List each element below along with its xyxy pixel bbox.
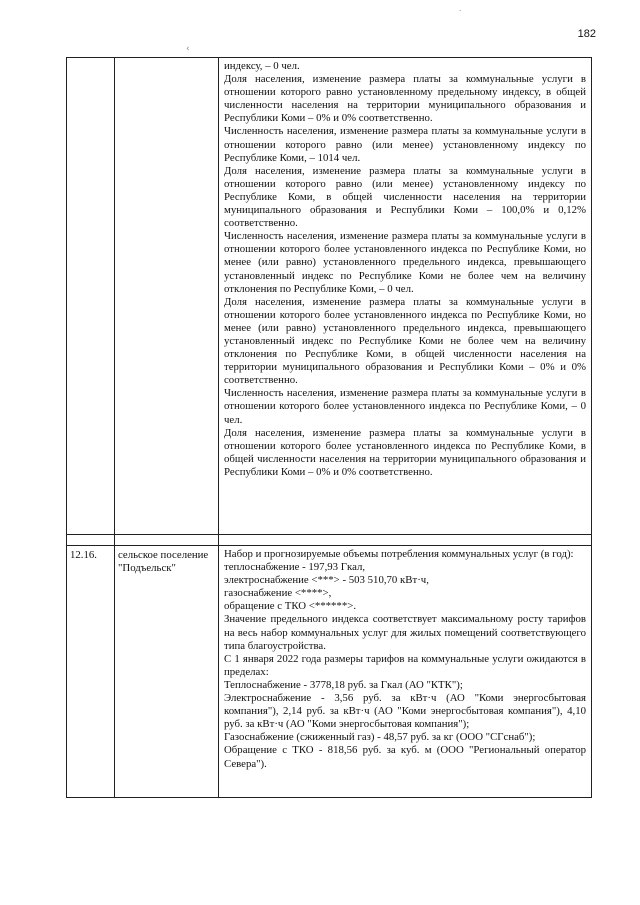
scan-artifact: ˙: [458, 10, 463, 20]
paragraph: Численность населения, изменение размера платы за коммунальные услуги в отношении которого более установленного индекса по Республике Коми, – 0 чел.: [224, 387, 586, 426]
paragraph: газоснабжение <****>,: [224, 587, 332, 600]
paragraph: Набор и прогнозируемые объемы потребления коммунальных услуг (в год):: [224, 548, 574, 560]
paragraph: индексу, – 0 чел.: [224, 60, 300, 72]
paragraph: Обращение с ТКО - 818,56 руб. за куб. м (ООО "Региональный оператор Севера").: [224, 744, 586, 770]
table-spacer-row: [67, 535, 592, 546]
paragraph: Численность населения, изменение размера платы за коммунальные услуги в отношении которого более установленного индекса по Республике Коми, но менее (или равно) установленного предельного индекса, превышающего установленный индекс по Республике Коми не более чем на величину отклонения по Республике Коми, – 0 чел.: [224, 230, 586, 295]
row-number-cell: [67, 58, 115, 535]
table-row-12-16: [67, 546, 592, 798]
paragraph: электроснабжение <***> - 503 510,70 кВт·ч,: [224, 574, 429, 587]
spacer-cell: [67, 535, 115, 546]
paragraph: Доля населения, изменение размера платы за коммунальные услуги в отношении которого равно (или менее) установленному индексу по Республике Коми, в общей численности населения на территории муниципального образования и Республики Коми – 100,0% и 0,12% соответственно.: [224, 164, 586, 230]
paragraph: Численность населения, изменение размера платы за коммунальные услуги в отношении которого равно (или менее) установленному индексу по Республике Коми, – 1014 чел.: [224, 125, 586, 164]
paragraph: Доля населения, изменение размера платы за коммунальные услуги в отношении которого более установленного индекса по Республике Коми, в общей численности населения на территории муниципального образования и Республики Коми – 0% и 0% соответственно.: [224, 426, 586, 478]
paragraph: обращение с ТКО <******>.: [224, 600, 357, 613]
spacer-cell: [219, 535, 592, 546]
description-cell: [219, 546, 592, 798]
spacer-cell: [115, 535, 219, 546]
row-number-cell: 12.16.: [67, 546, 115, 798]
description-cell: [219, 58, 592, 535]
scan-artifact: ‹: [186, 44, 190, 54]
municipality-cell: сельское поселение "Подъельск": [115, 546, 219, 798]
paragraph: С 1 января 2022 года размеры тарифов на коммунальные услуги ожидаются в пределах:: [224, 652, 586, 678]
table-row-continued: [67, 58, 592, 535]
paragraph: Теплоснабжение - 3778,18 руб. за Гкал (АО "КТК");: [224, 678, 463, 691]
municipality-cell: [115, 58, 219, 535]
paragraph: Доля населения, изменение размера платы за коммунальные услуги в отношении которого более установленного индекса по Республике Коми, но менее (или равно) установленного предельного индекса, превышающего установленный индекс по Республике Коми не более чем на величину отклонения по Республике Коми, в общей численности населения на территории муниципального образования и Республики Коми – 0% и 0% соответственно.: [224, 295, 586, 387]
paragraph: теплоснабжение - 197,93 Гкал,: [224, 561, 366, 574]
paragraph: Значение предельного индекса соответствует максимальному росту тарифов на весь набор коммунальных услуг для жилых помещений соответствующего типа благоустройства.: [224, 613, 586, 652]
paragraph: Газоснабжение (сжиженный газ) - 48,57 руб. за кг (ООО "СГснаб");: [224, 731, 536, 744]
paragraph: Доля населения, изменение размера платы за коммунальные услуги в отношении которого равно установленному предельному индексу, в общей численности населения на территории муниципального образования и Республики Коми – 0% и 0% соответственно.: [224, 73, 586, 125]
paragraph: Электроснабжение - 3,56 руб. за кВт·ч (АО "Коми энергосбытовая компания"), 2,14 руб. за кВт·ч (АО "Коми энергосбытовая компания"), 4,10 руб. за кВт·ч (АО "Коми энергосбытовая компания");: [224, 692, 586, 731]
indices-table: [66, 57, 592, 798]
page-number: 182: [577, 28, 596, 40]
